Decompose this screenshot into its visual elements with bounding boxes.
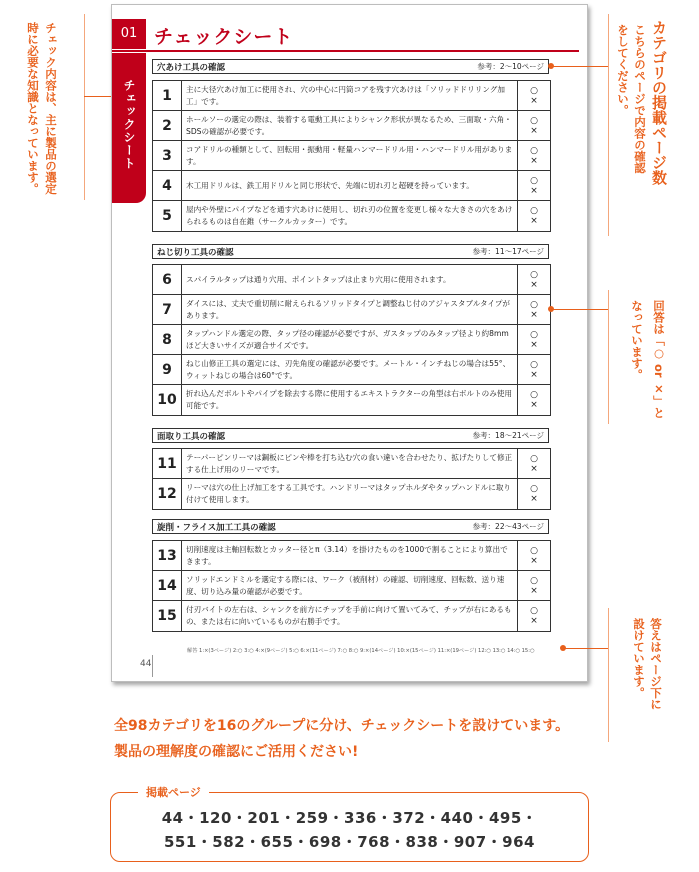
ref-annotation-title: カテゴリの掲載ページ数 — [650, 20, 668, 185]
checksheet-page — [111, 4, 588, 682]
o-mark: ○ — [530, 269, 538, 280]
x-mark: × — [530, 125, 538, 136]
listing-pages-row-2: 551・582・655・698・768・838・907・964 — [164, 833, 535, 851]
question-row — [153, 201, 550, 231]
question-row — [153, 171, 550, 201]
answer-location-text: 答えはページ下に設けています。 — [632, 618, 663, 710]
x-mark: × — [530, 555, 538, 566]
listing-pages-row-1: 44・120・201・259・336・372・440・495・ — [161, 809, 538, 827]
question-number: 4 — [153, 171, 182, 200]
section-ref: 参考：11～17ページ — [472, 247, 544, 256]
question-number: 10 — [153, 385, 182, 415]
question-text: 木工用ドリルは、鉄工用ドリルと同じ形状で、先端に切れ刃と超硬を持っています。 — [182, 171, 518, 200]
x-mark: × — [530, 494, 538, 504]
question-number: 12 — [153, 479, 182, 509]
question-number: 5 — [153, 201, 182, 231]
answer-format-text-b: なっています。 — [630, 300, 644, 381]
answer-location-line — [564, 648, 608, 649]
question-row — [153, 81, 550, 111]
o-mark: ○ — [530, 484, 538, 494]
section-header — [152, 519, 549, 534]
ref-annotation-body: こちらのページで内容の確認をしてください。 — [616, 24, 647, 174]
x-mark: × — [530, 616, 538, 626]
question-row — [153, 295, 550, 325]
question-number: 14 — [153, 571, 182, 600]
o-mark: ○ — [530, 145, 538, 156]
question-text: 折れ込んだボルトやパイプを除去する際に使用するエキストラクターの角型は右ボルトのみ使用可能です。 — [182, 385, 518, 415]
o-mark: ○ — [530, 329, 538, 340]
answer-ox[interactable] — [518, 571, 550, 600]
summary-line-1: 全98カテゴリを16のグループに分け、チェックシートを設けています。 — [114, 718, 570, 734]
answer-ox[interactable] — [518, 141, 550, 170]
question-row — [153, 571, 550, 601]
o-mark: ○ — [530, 115, 538, 126]
section-title: ねじ切り工具の確認 — [157, 248, 234, 258]
section-header — [152, 428, 549, 443]
question-number: 8 — [153, 325, 182, 354]
question-text: タップハンドル選定の際、タップ径の確認が必要ですが、ガスタップのみタップ径より約8mmほど大きいサイズが適合サイズです。 — [182, 325, 518, 354]
answer-ox[interactable] — [518, 601, 550, 631]
section-title: 旋削・フライス加工工具の確認 — [157, 523, 276, 533]
question-row — [153, 265, 550, 295]
x-mark: × — [530, 339, 538, 350]
answer-ox[interactable] — [518, 541, 550, 570]
answer-ox[interactable] — [518, 111, 550, 140]
question-text: ソリッドエンドミルを選定する際には、ワーク（被削材）の確認、切削速度、回転数、送り速度、切り込み量の確認が必要です。 — [182, 571, 518, 600]
question-text: スパイラルタップは通り穴用、ポイントタップは止まり穴用に使用されます。 — [182, 265, 518, 294]
o-mark: ○ — [530, 299, 538, 310]
answer-ox[interactable] — [518, 449, 550, 478]
section-ref: 参考：22～43ページ — [472, 522, 544, 531]
question-number: 11 — [153, 449, 182, 478]
answer-ox[interactable] — [518, 171, 550, 200]
summary-line-2: 製品の理解度の確認にご活用ください! — [114, 744, 359, 760]
chapter-number-box — [112, 19, 146, 49]
answer-format-bracket — [608, 290, 689, 424]
question-text: テーパーピンリーマは鋼板にピンや棒を打ち込む穴の食い違いを合わせたり、拡げたりして修正する仕上げ用のリーマです。 — [182, 449, 518, 478]
question-row — [153, 325, 550, 355]
answer-ox[interactable] — [518, 355, 550, 384]
question-text: コアドリルの種類として、回転用・振動用・軽量ハンマードリル用・ハンマードリル用があります。 — [182, 141, 518, 170]
question-number: 1 — [153, 81, 182, 110]
x-mark: × — [530, 369, 538, 380]
page-number-rule — [152, 655, 153, 677]
question-number: 7 — [153, 295, 182, 324]
question-number: 2 — [153, 111, 182, 140]
answer-ox[interactable] — [518, 479, 550, 509]
question-number: 9 — [153, 355, 182, 384]
question-number: 3 — [153, 141, 182, 170]
question-row — [153, 141, 550, 171]
question-text: ねじ山修正工具の選定には、刃先角度の確認が必要です。メートル・インチねじの場合は55°、ウィットねじの場合は60°です。 — [182, 355, 518, 384]
o-mark: ○ — [530, 390, 538, 400]
chapter-number: 01 — [120, 26, 138, 41]
question-number: 15 — [153, 601, 182, 631]
question-text: 付刃バイトの左右は、シャンクを前方にチップを手前に向けて置いてみて、チップが右にあるもの、または右に向いているものが右勝手です。 — [182, 601, 518, 631]
question-table — [152, 80, 551, 232]
question-table — [152, 540, 551, 632]
x-mark: × — [530, 185, 538, 196]
o-mark: ○ — [530, 359, 538, 370]
question-text: ホールソーの選定の際は、装着する電動工具によりシャンク形状が異なるため、三面取・六角・SDSの確認が必要です。 — [182, 111, 518, 140]
section-title: 面取り工具の確認 — [157, 432, 226, 442]
question-row — [153, 541, 550, 571]
answer-format-line — [552, 309, 608, 310]
o-mark: ○ — [530, 575, 538, 586]
answer-ox[interactable] — [518, 81, 550, 110]
section-title: 穴あけ工具の確認 — [157, 63, 226, 73]
question-table — [152, 264, 551, 416]
listing-pages-label: 掲載ページ — [138, 784, 209, 800]
question-row — [153, 111, 550, 141]
question-text: リーマは穴の仕上げ加工をする工具です。ハンドリーマはタップホルダやタップハンドルに取り付けて使用します。 — [182, 479, 518, 509]
answer-footnote: 解答 1:×(3ページ) 2:○ 3:○ 4:×(9ページ) 5:○ 6:×(11ページ) 7:○ 8:○ 9:×(14ページ) 10:×(15ページ) 11:×(19ページ) 12:○ 13:○ 14:○ 15:○ — [187, 648, 535, 654]
question-text: 主に大径穴あけ加工に使用され、穴の中心に円筒コアを残す穴あけは「ソリッドドリリング加工」です。 — [182, 81, 518, 110]
answer-ox[interactable] — [518, 295, 550, 324]
o-mark: ○ — [530, 206, 538, 216]
o-mark: ○ — [530, 175, 538, 186]
answer-ox[interactable] — [518, 201, 550, 231]
ref-annotation-line — [552, 66, 608, 67]
question-text: 屋内や外壁にパイプなどを通す穴あけに使用し、切れ刃の位置を変更し様々な大きさの穴をあけられるものは自在錐（サークルカッター）です。 — [182, 201, 518, 231]
question-table — [152, 448, 551, 510]
o-mark: ○ — [530, 85, 538, 96]
question-text: 切削速度は主軸回転数とカッター径とπ（3.14）を掛けたものを1000で割ることにより算出できます。 — [182, 541, 518, 570]
answer-format-text-a: 回答は「○ or ×」と — [652, 300, 666, 419]
page-number: 44 — [140, 659, 152, 669]
question-row — [153, 355, 550, 385]
question-row — [153, 385, 550, 415]
question-number: 13 — [153, 541, 182, 570]
answer-ox[interactable] — [518, 325, 550, 354]
x-mark: × — [530, 95, 538, 106]
x-mark: × — [530, 155, 538, 166]
page-title: チェックシート — [154, 26, 294, 48]
o-mark: ○ — [530, 606, 538, 616]
question-number: 6 — [153, 265, 182, 294]
answer-ox[interactable] — [518, 385, 550, 415]
listing-pages-box — [110, 792, 589, 862]
x-mark: × — [530, 400, 538, 410]
o-mark: ○ — [530, 545, 538, 556]
answer-ox[interactable] — [518, 265, 550, 294]
left-annotation: チェック内容は、主に製品の選定時に必要な知識となっています。 — [26, 22, 58, 195]
x-mark: × — [530, 463, 538, 474]
o-mark: ○ — [530, 453, 538, 464]
side-tab-label: チェックシート — [122, 79, 136, 170]
x-mark: × — [530, 585, 538, 596]
x-mark: × — [530, 309, 538, 320]
section-ref: 参考：18～21ページ — [472, 431, 544, 440]
question-row — [153, 449, 550, 479]
title-rule — [112, 50, 579, 52]
question-row — [153, 479, 550, 509]
x-mark: × — [530, 279, 538, 290]
question-text: ダイスには、丈夫で重切削に耐えられるソリッドタイプと調整ねじ付のアジャスタブルタイプがあります。 — [182, 295, 518, 324]
x-mark: × — [530, 216, 538, 226]
section-header — [152, 59, 549, 74]
section-header — [152, 244, 549, 259]
section-ref: 参考：2～10ページ — [477, 62, 544, 71]
question-row — [153, 601, 550, 631]
